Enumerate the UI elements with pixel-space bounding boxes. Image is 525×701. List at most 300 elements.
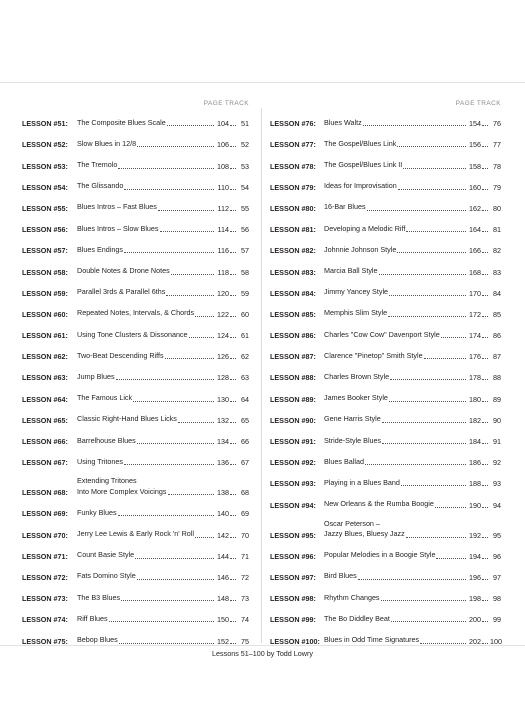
lesson-entry-line <box>77 351 249 362</box>
lesson-entry-line <box>324 308 501 319</box>
lesson-title-line: The Tremolo <box>77 160 118 170</box>
lesson-title-line: New Orleans & the Rumba Boogie <box>324 499 434 509</box>
dot-leader <box>230 125 236 126</box>
lesson-title <box>77 436 136 447</box>
lesson-number: LESSON #62: <box>22 352 68 362</box>
lesson-entry-line <box>324 351 501 362</box>
dot-leader <box>424 358 466 359</box>
lesson-entry-line <box>77 224 249 235</box>
track-number: 92 <box>493 458 501 468</box>
page-number: 154 <box>469 119 481 129</box>
page-number: 122 <box>217 309 229 319</box>
lesson-number: LESSON #82: <box>270 246 316 256</box>
toc-entry <box>22 385 249 406</box>
page-number: 146 <box>217 572 229 582</box>
lesson-entry-line <box>77 571 249 582</box>
lesson-number: LESSON #63: <box>22 373 68 383</box>
lesson-number: LESSON #99: <box>270 615 316 625</box>
lesson-title <box>324 224 405 235</box>
lesson-title-line: Slow Blues in 12/8 <box>77 138 137 148</box>
track-number: 86 <box>493 331 501 341</box>
toc-entry <box>22 606 249 627</box>
dot-leader <box>482 274 488 275</box>
track-number: 68 <box>241 488 249 498</box>
track-number: 64 <box>241 394 249 404</box>
toc-entry <box>270 280 501 301</box>
toc-entry <box>270 110 501 131</box>
page-number: 132 <box>217 415 229 425</box>
lesson-number: LESSON #95: <box>270 530 316 540</box>
lesson-number: LESSON #92: <box>270 458 316 468</box>
dot-leader <box>137 146 214 147</box>
lesson-title <box>77 393 132 404</box>
lesson-title <box>324 266 378 277</box>
dot-leader <box>230 464 236 465</box>
track-number: 63 <box>241 373 249 383</box>
lesson-title <box>324 330 440 341</box>
lesson-title-line: The B3 Blues <box>77 592 121 602</box>
toc-entry <box>270 131 501 152</box>
track-number: 99 <box>493 615 501 625</box>
lesson-entry-line <box>77 476 249 497</box>
dot-leader <box>482 316 488 317</box>
dot-leader <box>382 443 466 444</box>
dot-leader <box>230 146 236 147</box>
dot-leader <box>119 643 214 644</box>
lesson-number: LESSON #86: <box>270 331 316 341</box>
dot-leader <box>137 579 214 580</box>
lesson-title-line: Using Tone Clusters & Dissonance <box>77 329 188 339</box>
page-number: 134 <box>217 437 229 446</box>
track-number: 57 <box>241 246 249 256</box>
lesson-entry-line <box>324 224 501 235</box>
track-number: 73 <box>241 594 249 604</box>
lesson-title-line: The Bo Diddley Beat <box>324 613 390 623</box>
page-number: 140 <box>217 509 229 519</box>
lesson-entry-line <box>324 614 501 625</box>
toc-entry <box>270 385 501 406</box>
toc-entry <box>22 280 249 301</box>
page-number: 172 <box>469 309 481 319</box>
lesson-title-line: Gene Harris Style <box>324 414 381 424</box>
dot-leader <box>482 168 488 169</box>
lesson-number: LESSON #93: <box>270 479 316 489</box>
lesson-title-line: Blues Waltz <box>324 117 362 127</box>
dot-leader <box>482 337 488 338</box>
dot-leader <box>230 579 236 580</box>
dot-leader <box>379 274 466 275</box>
toc-entry <box>270 364 501 385</box>
page-number: 196 <box>469 572 481 582</box>
lesson-title-line: Developing a Melodic Riff <box>324 223 406 233</box>
toc-entry <box>22 407 249 428</box>
lesson-title <box>324 457 364 468</box>
track-number: 60 <box>241 309 249 319</box>
dot-leader <box>482 464 488 465</box>
lesson-title <box>324 308 387 319</box>
lesson-number: LESSON #74: <box>22 615 68 625</box>
dot-leader <box>382 422 466 423</box>
lesson-entry-line <box>77 118 249 129</box>
lesson-entry-line <box>324 593 501 604</box>
track-number: 84 <box>493 288 501 298</box>
lesson-title <box>77 457 123 468</box>
lesson-title-line: The Gospel/Blues Link <box>324 138 397 148</box>
toc-entry <box>22 174 249 195</box>
lesson-entry-line <box>77 457 249 468</box>
toc-entry <box>270 428 501 449</box>
lesson-number: LESSON #81: <box>270 225 316 235</box>
lesson-title-line: Playing in a Blues Band <box>324 477 400 487</box>
track-number: 98 <box>493 594 501 604</box>
toc-entry <box>22 521 249 542</box>
lesson-title-line: Popular Melodies in a Boogie Style <box>324 550 436 560</box>
dot-leader <box>230 168 236 169</box>
dot-leader <box>135 558 214 559</box>
lesson-entry-line <box>324 245 501 256</box>
dot-leader <box>230 358 236 359</box>
toc-right-rows <box>270 110 501 649</box>
toc-entry <box>22 152 249 173</box>
lesson-entry-line <box>77 372 249 383</box>
lesson-title <box>77 529 194 540</box>
page-number: 128 <box>217 373 229 383</box>
toc-entry <box>270 174 501 195</box>
dot-leader <box>367 210 466 211</box>
lesson-title <box>324 571 357 582</box>
table-of-contents <box>0 98 525 644</box>
lesson-title-line: Ideas for Improvisation <box>324 181 397 191</box>
lesson-entry-line <box>77 287 249 298</box>
lesson-title <box>77 330 188 341</box>
page-number: 120 <box>217 288 229 298</box>
lesson-title-line: Blues Endings <box>77 244 123 254</box>
dot-leader <box>230 422 236 423</box>
lesson-number: LESSON #75: <box>22 636 68 646</box>
lesson-title-line: Using Tritones <box>77 456 123 466</box>
page-number: 104 <box>217 119 229 129</box>
lesson-title <box>324 245 396 256</box>
dot-leader <box>482 485 488 486</box>
lesson-number: LESSON #76: <box>270 119 316 129</box>
dot-leader <box>133 401 214 402</box>
dot-leader <box>358 579 466 580</box>
lesson-title <box>324 202 366 213</box>
page-number: 182 <box>469 415 481 425</box>
toc-entry <box>22 110 249 131</box>
page-number: 160 <box>469 182 481 192</box>
page-number: 108 <box>217 161 229 171</box>
dot-leader <box>482 295 488 296</box>
lesson-title <box>77 245 123 256</box>
dot-leader <box>482 600 488 601</box>
dot-leader <box>230 494 236 495</box>
lesson-number: LESSON #94: <box>270 500 316 510</box>
page-number: 170 <box>469 288 481 298</box>
lesson-title-line: The Composite Blues Scale <box>77 117 166 127</box>
lesson-entry-line <box>324 571 501 582</box>
lesson-title <box>77 351 164 362</box>
dot-leader <box>116 379 214 380</box>
toc-entry <box>270 491 501 512</box>
lesson-title-line: Jump Blues <box>77 371 115 381</box>
track-number: 93 <box>493 479 501 489</box>
page-footer <box>0 645 525 701</box>
lesson-title <box>324 635 419 646</box>
lesson-entry-line <box>324 287 501 298</box>
lesson-title <box>77 202 157 213</box>
toc-entry <box>270 470 501 491</box>
dot-leader <box>118 168 214 169</box>
page-header-label: PAGE <box>455 100 475 107</box>
track-number: 83 <box>493 267 501 277</box>
lesson-number: LESSON #54: <box>22 182 68 192</box>
dot-leader <box>482 146 488 147</box>
dot-leader <box>482 252 488 253</box>
lesson-title <box>77 308 194 319</box>
lesson-title <box>77 224 159 235</box>
dot-leader <box>436 558 466 559</box>
track-number: 69 <box>241 509 249 519</box>
dot-leader <box>165 358 214 359</box>
page-number: 114 <box>217 225 229 235</box>
lesson-entry-line <box>77 529 249 540</box>
lesson-entry-line <box>324 519 501 540</box>
lesson-title-line: Bebop Blues <box>77 635 118 644</box>
dot-leader <box>230 189 236 190</box>
toc-entry <box>270 301 501 322</box>
track-number: 62 <box>241 352 249 362</box>
track-header-label: TRACK <box>476 100 501 107</box>
lesson-number: LESSON #60: <box>22 309 68 319</box>
page-number: 164 <box>469 225 481 235</box>
lesson-title-line: Blues Intros – Fast Blues <box>77 202 157 212</box>
dot-leader <box>406 537 466 538</box>
lesson-number: LESSON #61: <box>22 331 68 341</box>
dot-leader <box>195 316 214 317</box>
lesson-title-line: Stride-Style Blues <box>324 435 382 445</box>
toc-entry <box>270 152 501 173</box>
lesson-entry-line <box>77 266 249 277</box>
track-number: 87 <box>493 352 501 362</box>
dot-leader <box>482 507 488 508</box>
lesson-number: LESSON #73: <box>22 594 68 604</box>
lesson-title <box>324 351 423 362</box>
lesson-title-line: Blues in Odd Time Signatures <box>324 635 420 644</box>
page-number: 144 <box>217 551 229 561</box>
dot-leader <box>230 337 236 338</box>
lesson-title-line: Into More Complex Voicings <box>77 486 167 496</box>
track-number: 77 <box>493 140 501 150</box>
lesson-number: LESSON #57: <box>22 246 68 256</box>
lesson-number: LESSON #64: <box>22 394 68 404</box>
lesson-number: LESSON #98: <box>270 594 316 604</box>
dot-leader <box>482 443 488 444</box>
dot-leader <box>230 515 236 516</box>
lesson-entry-line <box>324 139 501 150</box>
lesson-title <box>77 118 166 129</box>
dot-leader <box>168 494 215 495</box>
toc-entry <box>22 301 249 322</box>
lesson-title <box>324 118 362 129</box>
dot-leader <box>137 443 214 444</box>
dot-leader <box>482 358 488 359</box>
dot-leader <box>230 401 236 402</box>
lesson-title-line: Count Basie Style <box>77 550 135 560</box>
track-number: 78 <box>493 161 501 171</box>
lesson-entry-line <box>324 266 501 277</box>
dot-leader <box>482 422 488 423</box>
lesson-number: LESSON #70: <box>22 530 68 540</box>
lesson-title-line: James Booker Style <box>324 393 388 403</box>
lesson-entry-line <box>324 181 501 192</box>
lesson-title-line: Double Notes & Drone Notes <box>77 266 170 275</box>
lesson-title-line: Extending Tritones <box>77 476 137 486</box>
page-number: 118 <box>217 267 229 277</box>
lesson-entry-line <box>77 308 249 319</box>
lesson-entry-line <box>77 414 249 425</box>
track-number: 81 <box>493 225 501 235</box>
dot-leader <box>230 621 236 622</box>
lesson-number: LESSON #55: <box>22 203 68 213</box>
dot-leader <box>121 600 214 601</box>
lesson-number: LESSON #58: <box>22 267 68 277</box>
dot-leader <box>109 621 214 622</box>
lesson-entry-line <box>77 245 249 256</box>
dot-leader <box>124 252 214 253</box>
lesson-entry-line <box>77 593 249 604</box>
page-number: 178 <box>469 373 481 383</box>
lesson-entry-line <box>324 393 501 404</box>
lesson-title <box>77 550 134 561</box>
toc-entry <box>270 216 501 237</box>
column-divider <box>261 108 262 643</box>
lesson-number: LESSON #69: <box>22 509 68 519</box>
dot-leader <box>230 600 236 601</box>
dot-leader <box>230 443 236 444</box>
dot-leader <box>230 643 236 644</box>
lesson-entry-line <box>324 160 501 171</box>
lesson-title-line: Marcia Ball Style <box>324 266 378 275</box>
lesson-title <box>77 414 177 425</box>
lesson-title <box>77 571 136 582</box>
lesson-title-line: Jazzy Blues, Bluesy Jazz <box>324 529 405 539</box>
lesson-number: LESSON #78: <box>270 161 316 171</box>
page-number: 126 <box>217 352 229 362</box>
lesson-entry-line <box>324 478 501 489</box>
dot-leader <box>441 337 466 338</box>
lesson-entry-line <box>324 202 501 213</box>
lesson-entry-line <box>324 635 501 646</box>
page-number: 136 <box>217 458 229 468</box>
lesson-entry-line <box>77 139 249 150</box>
column-header <box>22 98 249 110</box>
dot-leader <box>482 210 488 211</box>
lesson-number: LESSON #85: <box>270 309 316 319</box>
track-number: 51 <box>241 119 249 129</box>
lesson-entry-line <box>324 499 501 510</box>
dot-leader <box>124 464 214 465</box>
track-number: 76 <box>493 119 501 129</box>
track-number: 80 <box>493 203 501 213</box>
track-number: 94 <box>493 500 501 510</box>
toc-left-rows <box>22 110 249 649</box>
page-number: 198 <box>469 594 481 604</box>
track-number: 70 <box>241 530 249 540</box>
lesson-title <box>77 160 117 171</box>
page-number: 174 <box>469 331 481 341</box>
dot-leader <box>401 485 466 486</box>
lesson-title-line: Repeated Notes, Intervals, & Chords <box>77 308 195 318</box>
lesson-entry-line <box>77 181 249 192</box>
lesson-number: LESSON #59: <box>22 288 68 298</box>
lesson-entry-line <box>77 436 249 447</box>
lesson-title-line: 16-Bar Blues <box>324 202 366 212</box>
lesson-number: LESSON #83: <box>270 267 316 277</box>
dot-leader <box>363 125 466 126</box>
track-number: 96 <box>493 551 501 561</box>
lesson-title <box>77 635 118 646</box>
dot-leader <box>482 231 488 232</box>
lesson-title-line: Two-Beat Descending Riffs <box>77 350 164 360</box>
track-number: 54 <box>241 182 249 192</box>
lesson-entry-line <box>324 330 501 341</box>
lesson-number: LESSON #77: <box>270 140 316 150</box>
lesson-title <box>324 593 380 604</box>
lesson-entry-line <box>77 614 249 625</box>
lesson-title-line: Jerry Lee Lewis & Early Rock 'n' Roll <box>77 529 194 539</box>
track-number: 88 <box>493 373 501 383</box>
toc-right-column <box>270 98 501 649</box>
lesson-entry-line <box>77 160 249 171</box>
dot-leader <box>230 252 236 253</box>
dot-leader <box>389 295 466 296</box>
lesson-title-line: Barrelhouse Blues <box>77 435 136 445</box>
toc-left-column <box>22 98 249 649</box>
toc-entry <box>270 449 501 470</box>
lesson-title-line: Fats Domino Style <box>77 571 136 581</box>
lesson-title-line: Bird Blues <box>324 571 357 581</box>
lesson-entry-line <box>324 372 501 383</box>
lesson-number: LESSON #97: <box>270 572 316 582</box>
dot-leader <box>158 210 214 211</box>
lesson-title <box>324 414 381 425</box>
page-number: 158 <box>469 161 481 171</box>
lesson-entry-line <box>77 550 249 561</box>
lesson-entry-line <box>77 202 249 213</box>
dot-leader <box>118 515 214 516</box>
lesson-entry-line <box>324 550 501 561</box>
lesson-title <box>324 436 381 447</box>
dot-leader <box>189 337 214 338</box>
track-number: 59 <box>241 288 249 298</box>
track-number: 90 <box>493 415 501 425</box>
lesson-entry-line <box>77 393 249 404</box>
track-number: 53 <box>241 161 249 171</box>
page-number: 150 <box>217 615 229 625</box>
dot-leader <box>388 316 466 317</box>
track-number: 91 <box>493 437 501 446</box>
lesson-number: LESSON #89: <box>270 394 316 404</box>
page-number: 106 <box>217 140 229 150</box>
toc-entry <box>22 131 249 152</box>
page-number: 180 <box>469 394 481 404</box>
page-header-label: PAGE <box>203 100 223 107</box>
track-number: 67 <box>241 458 249 468</box>
lesson-number: LESSON #84: <box>270 288 316 298</box>
lesson-title <box>324 393 388 404</box>
toc-entry <box>270 322 501 343</box>
